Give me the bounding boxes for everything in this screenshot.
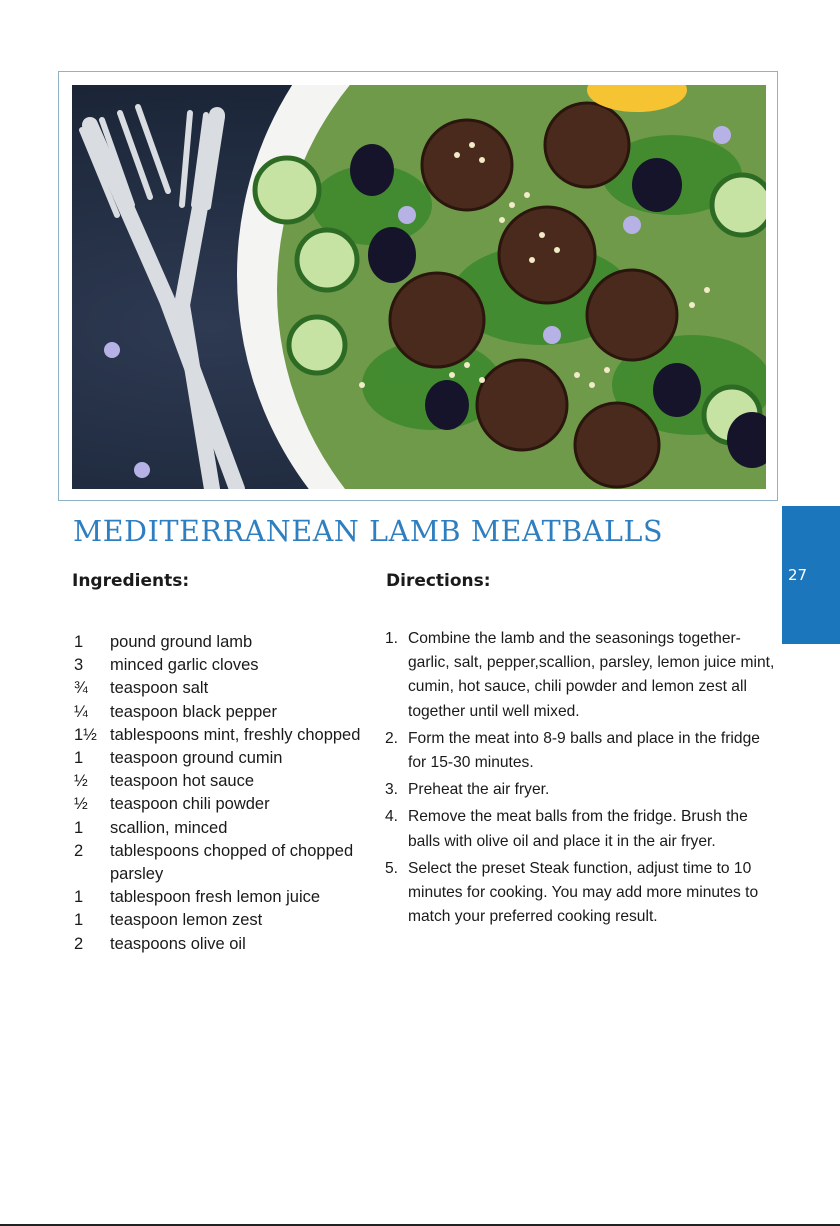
ingredient-text: teaspoon ground cumin (110, 749, 283, 768)
step-number: 1. (385, 630, 399, 647)
ingredient-item (74, 724, 364, 747)
ingredient-text: tablespoons chopped of chopped parsley (110, 841, 354, 884)
directions-list (385, 627, 777, 932)
ingredient-qty: ½ (74, 795, 88, 814)
direction-step (385, 778, 777, 802)
step-text: Form the meat into 8-9 balls and place in the fridge for 15-30 minutes. (408, 729, 760, 772)
page-tab (782, 506, 840, 644)
ingredient-qty: ¾ (74, 679, 88, 698)
ingredient-item (74, 933, 364, 956)
ingredient-item (74, 840, 364, 886)
ingredient-item (74, 770, 364, 793)
ingredient-qty: ¼ (74, 702, 88, 721)
ingredient-text: teaspoon hot sauce (110, 772, 255, 791)
direction-step (385, 627, 777, 724)
step-number: 4. (385, 808, 399, 826)
ingredient-item (74, 654, 364, 677)
ingredient-text: teaspoon salt (110, 679, 209, 698)
ingredient-qty: 1 (74, 911, 84, 930)
ingredient-qty: 2 (74, 841, 84, 860)
ingredient-qty: 1 (74, 818, 84, 837)
ingredients-list (74, 631, 364, 956)
ingredient-text: teaspoon black pepper (110, 702, 277, 721)
ingredient-item (74, 631, 364, 654)
ingredient-text: minced garlic cloves (110, 656, 259, 675)
ingredients-heading: Ingredients: (72, 571, 190, 591)
recipe-photo (72, 85, 766, 489)
ingredient-item (74, 701, 364, 724)
ingredient-item (74, 909, 364, 932)
ingredient-text: teaspoon lemon zest (110, 911, 263, 930)
recipe-title: MEDITERRANEAN LAMB MEATBALLS (73, 515, 664, 548)
ingredient-item (74, 793, 364, 816)
step-number: 5. (385, 859, 399, 877)
directions-heading: Directions: (386, 571, 491, 591)
ingredient-text: teaspoon chili powder (110, 795, 270, 814)
ingredient-text: tablespoon fresh lemon juice (110, 888, 321, 907)
ingredient-item (74, 747, 364, 770)
step-text: Preheat the air fryer. (408, 781, 550, 799)
forks (82, 107, 237, 489)
ingredient-qty: ½ (74, 772, 88, 791)
ingredient-item (74, 817, 364, 840)
meatball-plate-illustration (72, 85, 766, 489)
ingredient-item (74, 677, 364, 700)
recipe-photo-frame (58, 71, 778, 501)
ingredient-qty: 2 (74, 934, 84, 953)
ingredient-text: scallion, minced (110, 818, 228, 837)
page-number: 27 (788, 566, 808, 584)
ingredient-qty: 3 (74, 656, 84, 675)
ingredient-text: teaspoons olive oil (110, 934, 246, 953)
step-number: 3. (385, 781, 399, 799)
ingredient-qty: 1 (74, 888, 84, 907)
direction-step (385, 857, 777, 930)
ingredient-text: tablespoons mint, freshly chopped (110, 725, 361, 744)
step-text: Combine the lamb and the seasonings together- garlic, salt, pepper,scallion, parsley, lemon juice mint, cumin, hot sauce, chili powder and lemon zest all together until well mixed. (408, 630, 775, 720)
step-number: 2. (385, 729, 399, 747)
direction-step (385, 805, 777, 853)
direction-step (385, 727, 777, 775)
ingredient-qty: 1 (74, 633, 84, 651)
step-text: Remove the meat balls from the fridge. Brush the balls with olive oil and place it in the air fryer. (408, 808, 748, 850)
ingredient-item (74, 886, 364, 909)
ingredient-text: pound ground lamb (110, 633, 253, 651)
ingredient-qty: 1½ (74, 725, 97, 744)
ingredient-qty: 1 (74, 749, 84, 768)
step-text: Select the preset Steak function, adjust time to 10 minutes for cooking. You may add more minutes to match your preferred cooking result. (408, 859, 759, 926)
